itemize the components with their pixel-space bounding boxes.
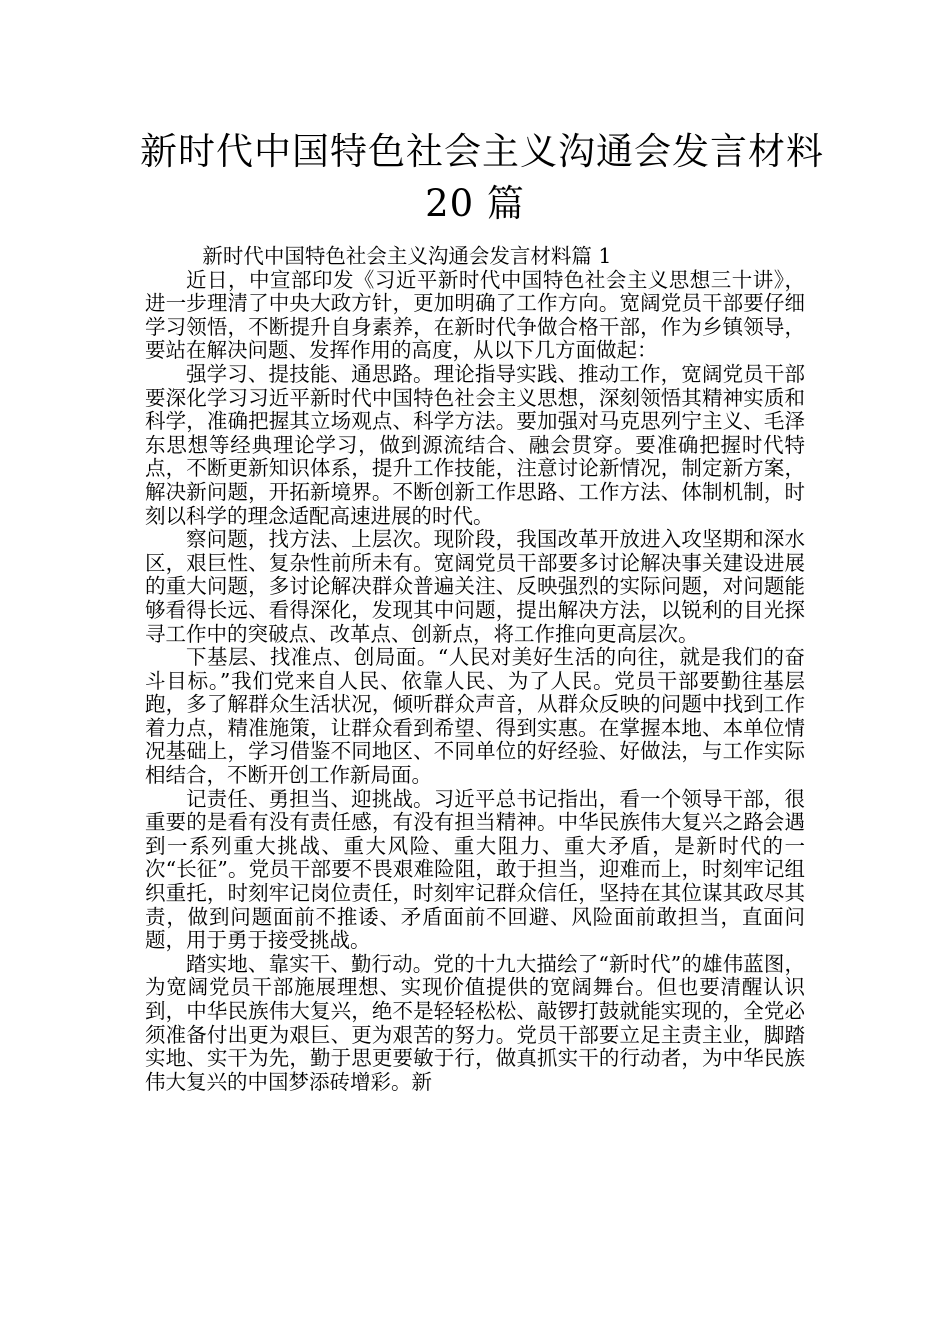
paragraph-grassroots: 下基层、找准点、创局面。“人民对美好生活的向往，就是我们的奋斗目标。”我们党来自人民、依靠人民、为了人民。党员干部要勤往基层跑，多了解群众生活状况，倾听群众声音，从群众反映的问题中找到工作着力点，精准施策，让群众看到希望、得到实惠。在掌握本地、本单位情况基础上，学习借鉴不同地区、不同单位的好经验、好做法，与工作实际相结合，不断开创工作新局面。 <box>145 645 805 788</box>
paragraph-problems: 察问题，找方法、上层次。现阶段，我国改革开放进入攻坚期和深水区，艰巨性、复杂性前所未有。宽阔党员干部要多讨论解决事关建设进展的重大问题，多讨论解决群众普遍关注、反映强烈的实际问题，对问题能够看得长远、看得深化，发现其中问题，提出解决方法，以锐利的目光探寻工作中的突破点、改革点、创新点，将工作推向更高层次。 <box>145 527 805 646</box>
paragraph-study: 强学习、提技能、通思路。理论指导实践、推动工作，宽阔党员干部要深化学习习近平新时代中国特色社会主义思想，深刻领悟其精神实质和科学，准确把握其立场观点、科学方法。要加强对马克思列宁主义、毛泽东思想等经典理论学习，做到源流结合、融会贯穿。要准确把握时代特点，不断更新知识体系，提升工作技能，注意讨论新情况，制定新方案，解决新问题，开拓新境界。不断创新工作思路、工作方法、体制机制，时刻以科学的理念适配高速进展的时代。 <box>145 361 805 528</box>
document-title-line-2: 20 篇 <box>425 182 525 225</box>
paragraph-action: 踏实地、靠实干、勤行动。党的十九大描绘了“新时代”的雄伟蓝图，为宽阔党员干部施展理想、实现价值提供的宽阔舞台。但也要清醒认识到，中华民族伟大复兴，绝不是轻轻松松、敲锣打鼓就能实现的，全党必须准备付出更为艰巨、更为艰苦的努力。党员干部要立足主责主业，脚踏实地、实干为先，勤于思更要敏于行，做真抓实干的行动者，为中华民族伟大复兴的中国梦添砖增彩。新 <box>145 951 805 1094</box>
section-heading: 新时代中国特色社会主义沟通会发言材料篇 1 <box>202 244 612 268</box>
paragraph-intro: 近日，中宣部印发《习近平新时代中国特色社会主义思想三十讲》，进一步理清了中央大政方针，更加明确了工作方向。宽阔党员干部要仔细学习领悟，不断提升自身素养，在新时代争做合格干部，作为乡镇领导，要站在解决问题、发挥作用的高度，从以下几方面做起： <box>145 267 805 363</box>
paragraph-responsibility: 记责任、勇担当、迎挑战。习近平总书记指出，看一个领导干部，很重要的是看有没有责任感，有没有担当精神。中华民族伟大复兴之路会遇到一系列重大挑战、重大风险、重大阻力、重大矛盾，是新时代的一次“长征”。党员干部要不畏艰难险阻，敢于担当，迎难而上，时刻牢记组织重托，时刻牢记岗位责任，时刻牢记群众信任，坚持在其位谋其政尽其责，做到问题面前不推诿、矛盾面前不回避、风险面前敢担当，直面问题，用于勇于接受挑战。 <box>145 786 805 953</box>
document-title <box>140 126 824 230</box>
document-title-line-1: 新时代中国特色社会主义沟通会发言材料 <box>140 130 824 173</box>
document-body <box>145 245 805 1094</box>
